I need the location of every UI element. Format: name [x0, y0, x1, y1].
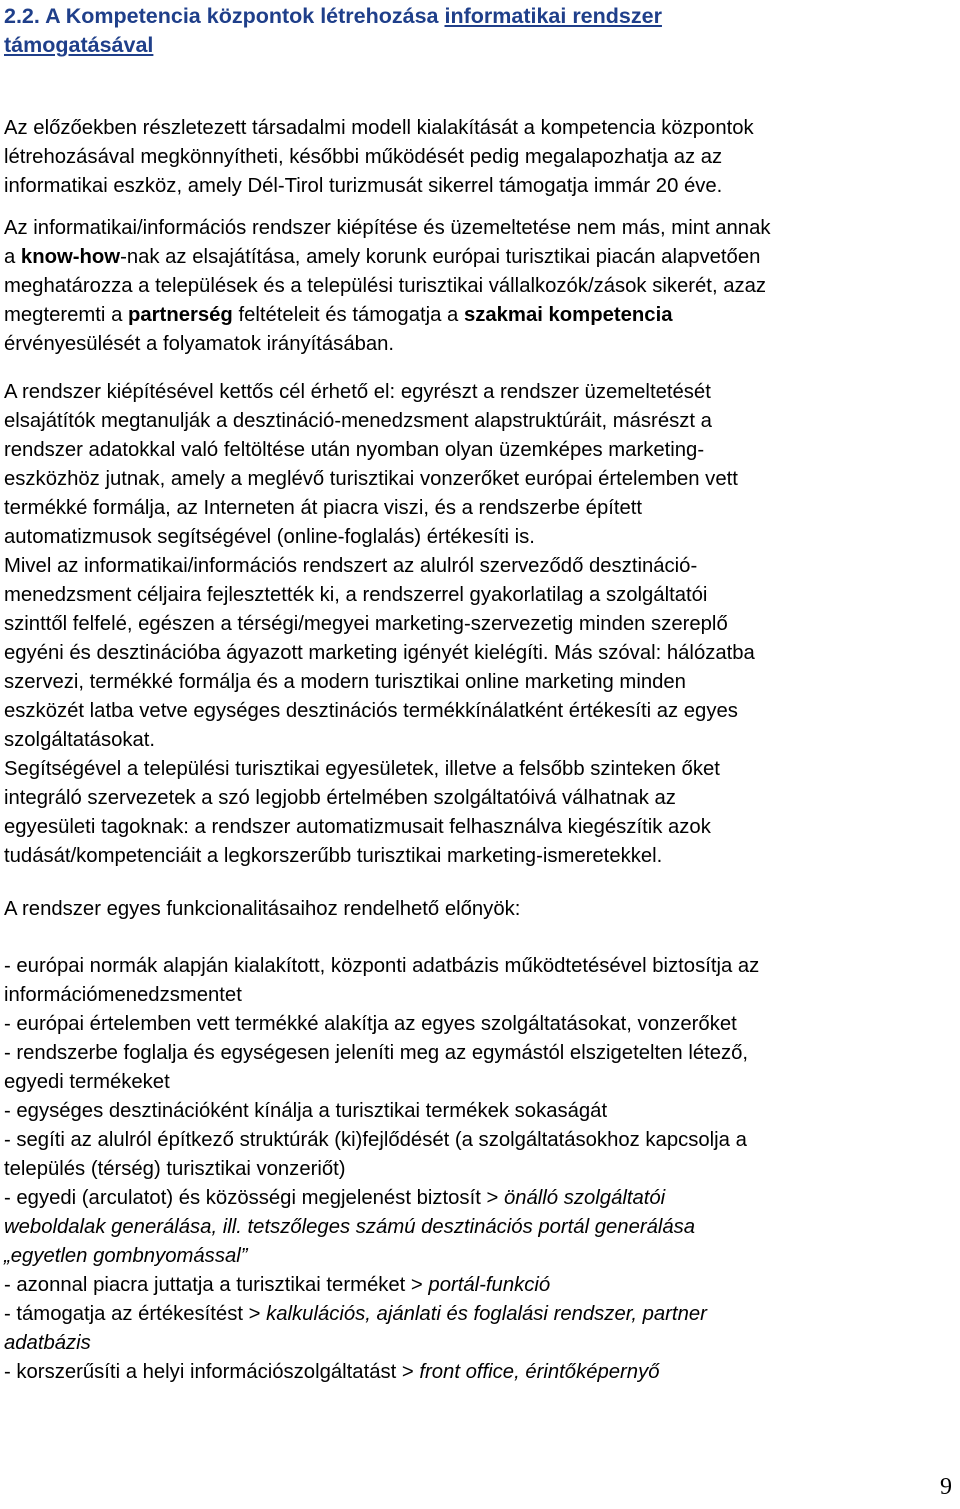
text-line: Mivel az informatikai/információs rendszert az alulról szerveződő desztináció-: [4, 555, 698, 577]
text-line: A rendszer kiépítésével kettős cél érhető el: egyrészt a rendszer üzemeltetését: [4, 381, 711, 403]
list-item: - korszerűsíti a helyi információszolgáltatást > front office, érintőképernyő: [4, 1361, 660, 1383]
text-line: létrehozásával megkönnyítheti, későbbi működését pedig megalapozhatja az az: [4, 146, 723, 168]
text-line: eszközhöz jutnak, amely a meglévő turisztikai vonzerőket európai értelemben vett: [4, 468, 738, 490]
list-item-cont: weboldalak generálása, ill. tetszőleges számú desztinációs portál generálása: [4, 1216, 696, 1238]
text-line: eszközét latba vetve egységes desztinációs termékkínálatként értékesíti az egyes: [4, 700, 738, 722]
text-line: Az informatikai/információs rendszer kiépítése és üzemeltetése nem más, mint annak: [4, 217, 771, 239]
text-line: Az előzőekben részletezett társadalmi modell kialakítását a kompetencia központok: [4, 117, 754, 139]
list-item: - európai értelemben vett termékké alakítja az egyes szolgáltatásokat, vonzerőket: [4, 1013, 737, 1035]
text-line: integráló szervezetek a szó legjobb értelmében szolgáltatóivá válhatnak az: [4, 787, 676, 809]
text-line: a know-how-nak az elsajátítása, amely korunk európai turisztikai piacán alapvetően: [4, 246, 761, 268]
text-line: informatikai eszköz, amely Dél-Tirol turizmusát sikerrel támogatja immár 20 éve.: [4, 175, 723, 197]
paragraph-system: [4, 214, 954, 359]
paragraph-intro: [4, 114, 954, 201]
text-line: menedzsment céljaira fejlesztették ki, a rendszerrel gyakorlatilag a szolgáltatói: [4, 584, 708, 606]
bold-partnerseg: partnerség: [128, 304, 233, 326]
bold-know-how: know-how: [20, 246, 121, 268]
text-line: megteremti a partnerség feltételeit és támogatja a szakmai kompetencia: [4, 304, 673, 326]
text-line: termékké formálja, az Interneten át piacra viszi, és a rendszerbe épített: [4, 497, 643, 519]
list-item: - egyedi (arculatot) és közösségi megjelenést biztosít > önálló szolgáltatói: [4, 1187, 666, 1209]
text-line: rendszer adatokkal való feltöltése után nyomban olyan üzemképes marketing-: [4, 439, 705, 461]
section-title-link-2: támogatásával: [4, 33, 154, 57]
list-item: - segíti az alulról építkező struktúrák (ki)fejlődését (a szolgáltatásokhoz kapcsolja a: [4, 1129, 747, 1151]
text-line: tudását/kompetenciáit a legkorszerűbb turisztikai marketing-ismeretekkel.: [4, 845, 663, 867]
list-item: - támogatja az értékesítést > kalkulációs, ajánlati és foglalási rendszer, partner: [4, 1303, 707, 1325]
list-item: - azonnal piacra juttatja a turisztikai terméket > portál-funkció: [4, 1274, 551, 1296]
list-item: - rendszerbe foglalja és egységesen jeleníti meg az egymástól elszigetelten létező,: [4, 1042, 749, 1064]
text-line: szolgáltatásokat.: [4, 729, 156, 751]
page-number: 9: [940, 1474, 952, 1500]
text-line: elsajátítók megtanulják a desztináció-menedzsment alapstruktúráit, másrészt a: [4, 410, 712, 432]
text-line: egyéni és desztinációba ágyazott marketing igényét kielégíti. Más szóval: hálózatba: [4, 642, 755, 664]
text-line: meghatározza a települések és a települési turisztikai vállalkozók/zások sikerét, azaz: [4, 275, 767, 297]
list-item: - európai normák alapján kialakított, központi adatbázis működtetésével biztosítja az: [4, 955, 760, 977]
bold-szakmai-kompetencia: szakmai kompetencia: [463, 304, 673, 326]
benefits-list: [4, 952, 954, 1387]
text-line: érvényesülését a folyamatok irányításában.: [4, 333, 395, 355]
paragraph-benefits-intro: [4, 895, 954, 924]
document-page: [4, 0, 954, 1387]
list-item-cont: település (térség) turisztikai vonzeriőt): [4, 1158, 346, 1180]
list-item-cont: egyedi termékeket: [4, 1071, 170, 1093]
text-line: Segítségével a települési turisztikai egyesületek, illetve a felsőbb szinteken őket: [4, 758, 720, 780]
text-line: automatizmusok segítségével (online-foglalás) értékesíti is.: [4, 526, 535, 548]
list-item-cont: információmenedzsmentet: [4, 984, 242, 1006]
paragraph-goals: [4, 378, 954, 871]
list-item: - egységes desztinációként kínálja a turisztikai termékek sokaságát: [4, 1100, 608, 1122]
list-item-cont: adatbázis: [4, 1332, 91, 1354]
text-line: szinttől felfelé, egészen a térségi/megyei marketing-szervezetig minden szereplő: [4, 613, 728, 635]
text-line: A rendszer egyes funkcionalitásaihoz rendelhető előnyök:: [4, 898, 521, 920]
section-title: A Kompetencia központok létrehozása: [45, 4, 445, 28]
section-title-link-1: informatikai rendszer: [444, 4, 662, 28]
section-heading: [4, 0, 954, 60]
section-number: 2.2.: [4, 4, 40, 28]
text-line: egyesületi tagoknak: a rendszer automatizmusait felhasználva kiegészítik azok: [4, 816, 711, 838]
list-item-cont: „egyetlen gombnyomással”: [4, 1245, 248, 1267]
text-line: szervezi, termékké formálja és a modern turisztikai online marketing minden: [4, 671, 686, 693]
